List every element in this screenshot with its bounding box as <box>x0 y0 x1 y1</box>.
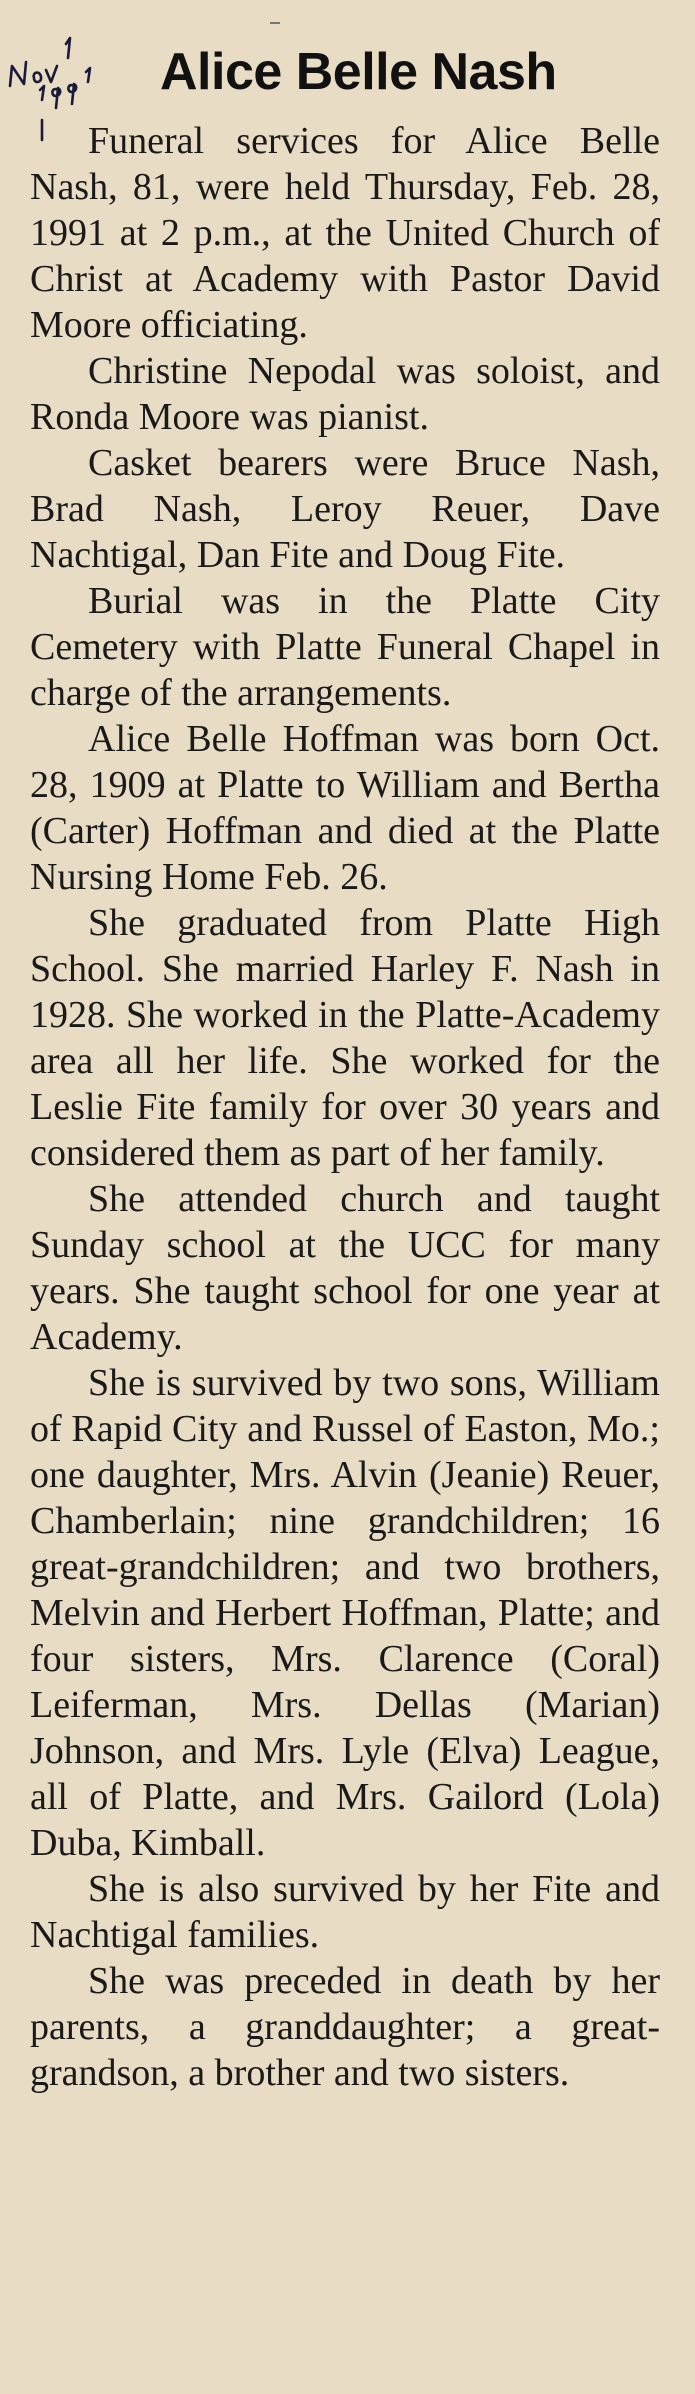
paragraph-families: She is also survived by her Fite and Nachtigal families. <box>30 1868 660 1956</box>
paragraph-preceded: She was preceded in death by her parents, a granddaughter; a great-grandson, a brother and two sisters. <box>30 1960 660 2094</box>
paragraph-survivors: She is survived by two sons, William of Rapid City and Russel of Easton, Mo.; one daughter, Mrs. Alvin (Jeanie) Reuer, Chamberlain; nine grandchildren; 16 great-grandchildren; and two brothers, Melvin and Herbert Hoffman, Platte; and four sisters, Mrs. Clarence (Coral) Leiferman, Mrs. Dellas (Marian) Johnson, and Mrs. Lyle (Elva) League, all of Platte, and Mrs. Gailord (Lola) Duba, Kimball. <box>30 1362 660 1864</box>
paragraph-life: She graduated from Platte High School. She married Harley F. Nash in 1928. She worked in the Platte-Academy area all her life. She worked for the Leslie Fite family for over 30 years and considered them as part of her family. <box>30 902 660 1174</box>
top-rule <box>270 22 280 24</box>
paragraph-casket-bearers: Casket bearers were Bruce Nash, Brad Nash, Leroy Reuer, Dave Nachtigal, Dan Fite and Doug Fite. <box>30 442 660 576</box>
article-body <box>30 118 660 2096</box>
paragraph-church: She attended church and taught Sunday school at the UCC for many years. She taught school for one year at Academy. <box>30 1178 660 1358</box>
paragraph-burial: Burial was in the Platte City Cemetery with Platte Funeral Chapel in charge of the arrangements. <box>30 580 660 714</box>
paragraph-birth: Alice Belle Hoffman was born Oct. 28, 1909 at Platte to William and Bertha (Carter) Hoffman and died at the Platte Nursing Home Feb. 26. <box>30 718 660 898</box>
article-headline: Alice Belle Nash <box>160 43 557 101</box>
paragraph-music: Christine Nepodal was soloist, and Ronda Moore was pianist. <box>30 350 660 438</box>
paragraph-funeral-services: Funeral services for Alice Belle Nash, 81, were held Thursday, Feb. 28, 1991 at 2 p.m., at the United Church of Christ at Academy with Pastor David Moore officiating. <box>30 120 660 346</box>
